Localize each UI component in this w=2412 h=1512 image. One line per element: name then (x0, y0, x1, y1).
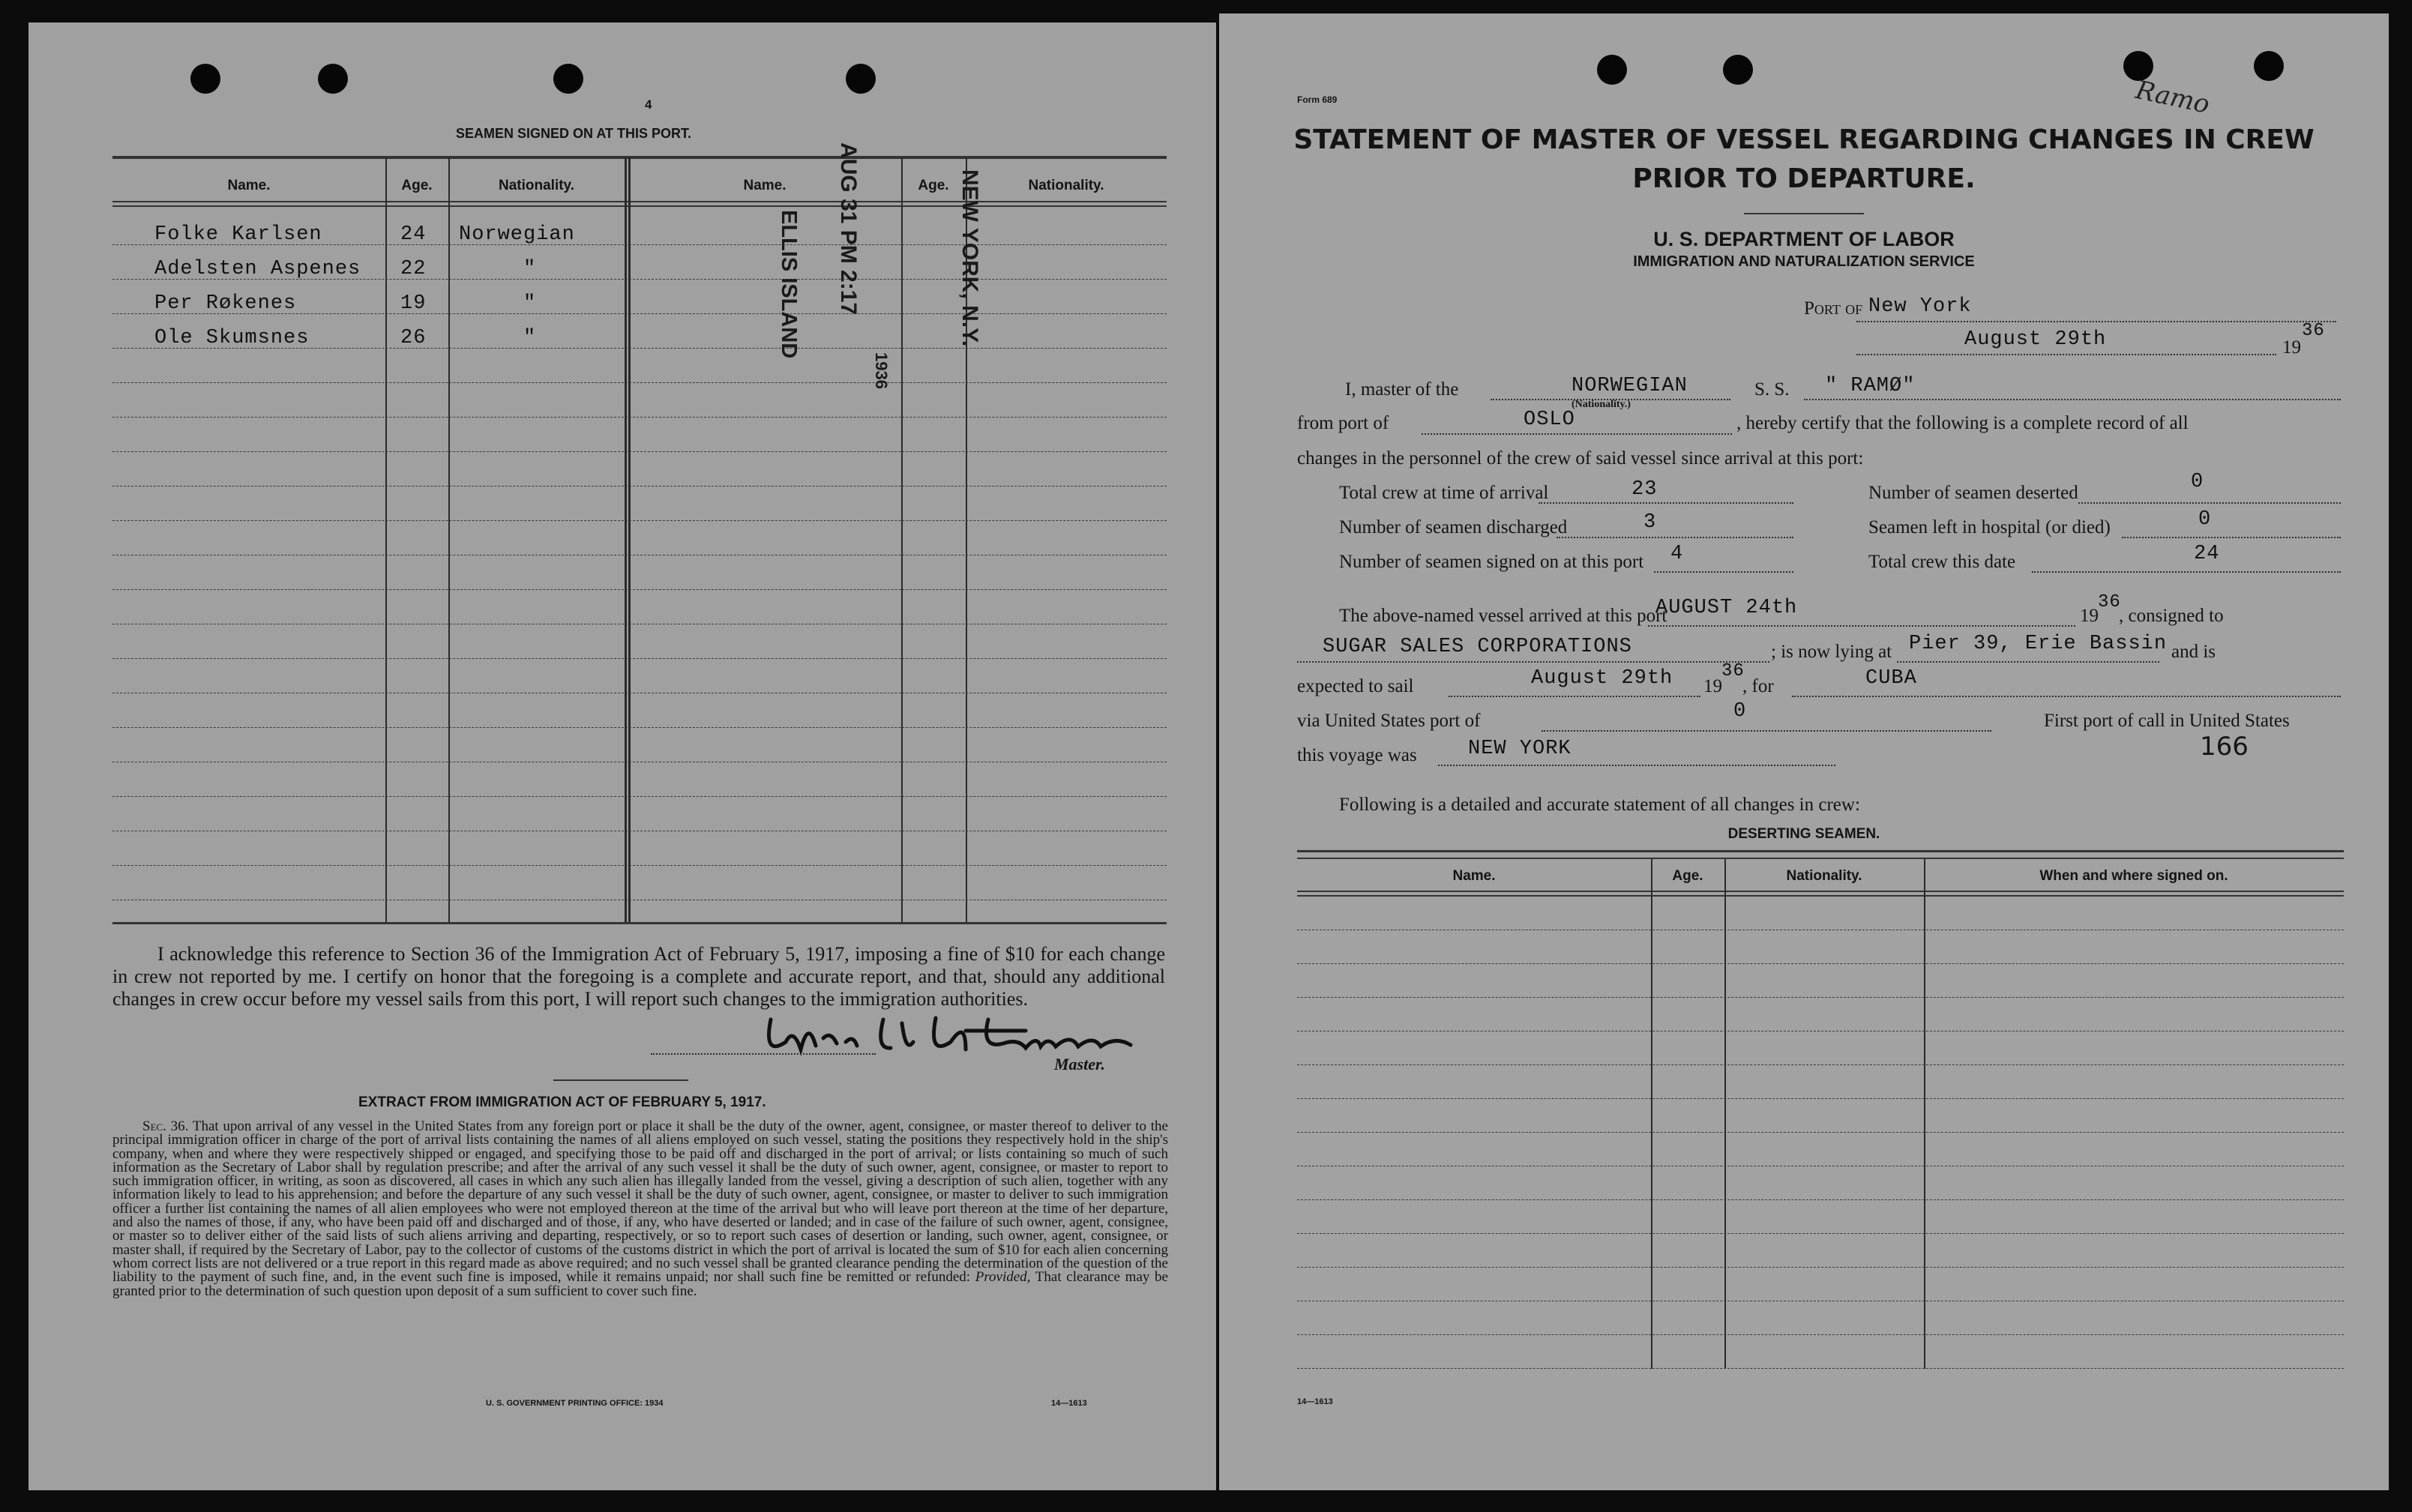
field-line (1542, 730, 1991, 732)
deserted-label: Number of seamen deserted (1868, 483, 2078, 503)
field-line (1856, 354, 2276, 355)
total-arrival-value: 23 (1631, 478, 1658, 501)
field-line (1539, 502, 1793, 504)
col-header-name: Name. (1452, 868, 1496, 884)
proviso-body: That clearance may be granted prior to the determination of such question upon deposit of a sum sufficient to cover such fine. (112, 1269, 1168, 1299)
row-rule (1297, 1368, 2344, 1369)
certify-text-2: changes in the personnel of the crew of said vessel since arrival at this port: (1297, 448, 1864, 469)
header-rule (112, 205, 1167, 207)
field-line (2078, 502, 2341, 504)
row-rule (112, 486, 1167, 487)
following-text: Following is a detailed and accurate statement of all changes in crew: (1339, 795, 1860, 815)
row-rule (112, 865, 1167, 866)
punch-hole (553, 64, 583, 94)
field-line (1654, 571, 1793, 573)
punch-hole (846, 64, 876, 94)
certify-text: , hereby certify that the following is a complete record of all (1736, 413, 2189, 433)
row-rule (112, 417, 1167, 418)
from-port-label: from port of (1297, 413, 1389, 433)
printer-line: U. S. GOVERNMENT PRINTING OFFICE: 1934 (486, 1399, 664, 1408)
consigned-label: , consigned to (2119, 606, 2224, 626)
separator-rule (553, 1079, 688, 1081)
ship-name: " RAMØ" (1825, 375, 1916, 397)
and-is-label: and is (2171, 642, 2216, 662)
right-page (1219, 13, 2389, 1490)
proviso-label: Provided, (975, 1269, 1031, 1286)
crew-nationality: " (523, 292, 537, 315)
header-rule (1297, 891, 2344, 892)
signed-on-label: Number of seamen signed on at this port (1339, 552, 1644, 572)
hospital-label: Seamen left in hospital (or died) (1868, 517, 2111, 537)
col-header-nationality: Nationality. (1786, 868, 1862, 884)
crew-nationality: " (523, 327, 537, 349)
from-port-value: OSLO (1524, 409, 1575, 431)
discharged-value: 3 (1643, 511, 1657, 534)
crew-name: Adelsten Aspenes (154, 258, 361, 280)
page-number: 4 (645, 97, 652, 112)
section-36-text (112, 1120, 1168, 1298)
col-sep (1924, 859, 1925, 1369)
row-rule (112, 520, 1167, 521)
row-rule (112, 727, 1167, 728)
field-line (1856, 321, 2336, 322)
department: U. S. DEPARTMENT OF LABOR (1653, 228, 1955, 250)
field-line (1804, 399, 2341, 400)
arrived-year-prefix: 19 (2080, 606, 2099, 626)
col-header-age: Age. (401, 178, 433, 193)
col-sep (448, 157, 450, 924)
crew-age: 26 (400, 327, 427, 349)
punch-hole (1723, 55, 1753, 85)
signature-line (651, 1053, 876, 1055)
col-header-name: Name. (227, 178, 271, 193)
row-rule (1297, 997, 2344, 998)
signed-on-value: 4 (1670, 543, 1684, 565)
row-rule (1297, 1098, 2344, 1099)
row-rule (1297, 963, 2344, 964)
field-line (2122, 537, 2341, 538)
section-body: That upon arrival of any vessel in the United States from any foreign port or place it shall be the duty of the owner, agent, consignee, or master thereof to deliver to the principal immigration officer in charge of the port of arrival lists containing the names of all aliens employed on such vessel, stating the positions they respectively hold in the ship's company, when and where they were respectively shipped or engaged, and specifying those to be paid off and discharged in the port of arrival; or lists containing so much of such information as the Secretary of Labor shall by regulation prescribe; and after the arrival of any such vessel it shall be the duty of such owner, agent, consignee, or master to report to such immigration officer, in writing, as soon as discovered, all cases in which any such alien has illegally landed from the vessel, giving a description of such alien, together with any information likely to lead to his apprehension; and before the departure of any such vessel it shall be the duty of such owner, agent, consignee, or master to deliver to such immigration officer a further list containing the names of all alien employees who were not employed thereon at the time of the arrival but who will leave port thereon at the time of her departure, and also the names of those, if any, who have been paid off and discharged and of those, if any, who have deserted or landed; and in case of the failure of such owner, agent, consignee, or master so to deliver either of the said lists of such aliens arriving and departing, respectively, or so to report such cases of desertion or landing, such owner, agent, consignee, or master shall, if required by the Secretary of Labor, pay to the collector of customs of the customs district in which the port of arrival is located the sum of $10 for each alien concerning whom correct lists are not delivered or a true report in this regard made as above required; and no such vessel shall be granted clearance pending the determination of the question of the liability to the payment of such fine, and, in the event such fine is imposed, while it remains unpaid; nor shall such fine be remitted or refunded: (112, 1118, 1168, 1286)
row-rule (112, 796, 1167, 797)
field-line (1438, 765, 1835, 766)
pier-value: Pier 39, Erie Bassin (1909, 633, 2168, 655)
stamp-datetime: AUG 31 PM 2:17 (836, 142, 861, 316)
col-header-age: Age. (1672, 868, 1703, 884)
voyage-label: this voyage was (1297, 745, 1417, 765)
first-port-label: First port of call in United States (2044, 711, 2290, 731)
sail-year: 36 (1721, 661, 1745, 681)
sail-year-prefix: 19 (1703, 676, 1722, 696)
row-rule (112, 451, 1167, 452)
field-line (1648, 625, 2075, 627)
year-prefix: 19 (2282, 337, 2301, 358)
left-page (28, 22, 1216, 1490)
table-top-rule (1297, 858, 2344, 859)
crew-age: 24 (400, 223, 427, 246)
row-rule (112, 382, 1167, 383)
destination-value: CUBA (1865, 667, 1917, 690)
punch-hole (318, 64, 348, 94)
col-header-age: Age. (918, 178, 949, 193)
punch-hole (1597, 55, 1627, 85)
crew-nationality: Norwegian (459, 223, 575, 246)
deserted-value: 0 (2191, 471, 2204, 493)
hospital-value: 0 (2198, 508, 2212, 531)
row-rule (1297, 1267, 2344, 1268)
row-rule (112, 589, 1167, 590)
service: IMMIGRATION AND NATURALIZATION SERVICE (1633, 253, 1975, 270)
master-label: I, master of the (1345, 379, 1459, 400)
crew-age: 19 (400, 292, 427, 315)
col-sep (1651, 859, 1652, 1369)
section-label: Sec. 36. (142, 1118, 189, 1134)
date-value: August 29th (1964, 328, 2107, 351)
year-suffix: 36 (2302, 321, 2325, 341)
extract-title: EXTRACT FROM IMMIGRATION ACT OF FEBRUARY 5, 1917. (358, 1094, 766, 1110)
voyage-value: NEW YORK (1468, 738, 1572, 760)
handwritten-number: 166 (2200, 732, 2249, 762)
col-sep (625, 157, 627, 924)
header-rule (112, 201, 1167, 202)
col-sep (385, 157, 387, 924)
signature-text: Wm. H. Hansen (943, 1070, 953, 1071)
field-line (1449, 696, 1700, 697)
row-rule (1297, 1132, 2344, 1133)
stamp-city: NEW YORK, N.Y. (957, 169, 982, 347)
total-arrival-label: Total crew at time of arrival (1339, 483, 1549, 503)
ss-label: S. S. (1754, 379, 1790, 400)
total-date-label: Total crew this date (1868, 552, 2016, 572)
row-rule (1297, 1233, 2344, 1234)
table-bottom-rule (112, 922, 1167, 924)
form-label: Form 689 (1297, 94, 1338, 105)
field-line (1297, 661, 1769, 663)
field-line (1422, 433, 1732, 435)
col-header-signed-on: When and where signed on. (2039, 868, 2228, 884)
col-header-name: Name. (743, 178, 787, 193)
via-value: 0 (1733, 700, 1747, 723)
consignee-value: SUGAR SALES CORPORATIONS (1323, 636, 1632, 658)
port-label: Port of (1804, 298, 1863, 319)
table-title: SEAMEN SIGNED ON AT THIS PORT. (456, 126, 692, 141)
via-label: via United States port of (1297, 711, 1481, 731)
crew-age: 22 (400, 258, 427, 280)
form-title-line2: PRIOR TO DEPARTURE. (1632, 163, 1976, 194)
col-header-nationality: Nationality. (499, 178, 574, 193)
sail-label: expected to sail (1297, 676, 1414, 696)
sail-value: August 29th (1531, 667, 1673, 690)
acknowledgement-text: I acknowledge this reference to Section 36 of the Immigration Act of February 5, 1917, imposing a fine of $10 for each change in crew not reported by me. I certify on honor that the foregoing is a complete and accurate report, and that, should any additional changes in crew occur before my vessel sails from this port, I will report such changes to the immigration authorities. (112, 943, 1165, 1010)
crew-name: Per Røkenes (154, 292, 297, 315)
for-label: , for (1742, 676, 1774, 696)
handwritten-corner-note: Ramo (2132, 75, 2213, 120)
discharged-label: Number of seamen discharged (1339, 517, 1568, 537)
port-value: New York (1868, 295, 1972, 318)
punch-hole (2254, 51, 2284, 81)
deserting-title: DESERTING SEAMEN. (1727, 826, 1880, 842)
title-underline (1744, 213, 1864, 214)
row-rule (1297, 1334, 2344, 1335)
row-rule (1297, 1064, 2344, 1065)
header-rule (1297, 895, 2344, 897)
table-top-rule (1297, 850, 2344, 852)
form-code: 14—1613 (1051, 1399, 1087, 1408)
crew-name: Folke Karlsen (154, 223, 322, 246)
col-sep (628, 157, 631, 924)
nationality-caption: (Nationality.) (1572, 399, 1631, 410)
field-line (1897, 661, 2159, 663)
stamp-year: 1936 (872, 352, 891, 389)
table-top-rule (112, 156, 1167, 159)
crew-nationality: " (523, 258, 537, 280)
row-rule (112, 658, 1167, 659)
form-code: 14—1613 (1297, 1397, 1333, 1406)
total-date-value: 24 (2194, 543, 2220, 565)
field-line (1557, 537, 1793, 538)
col-header-nationality: Nationality. (1028, 178, 1104, 193)
stamp-ellis-island: ELLIS ISLAND (777, 210, 801, 359)
arrived-value: AUGUST 24th (1655, 597, 1798, 619)
col-sep (1724, 859, 1726, 1369)
crew-name: Ole Skumsnes (154, 327, 310, 349)
col-sep (901, 157, 903, 924)
arrived-year: 36 (2098, 592, 2121, 612)
signature-caption: Master. (1054, 1055, 1105, 1073)
lying-label: ; is now lying at (1771, 642, 1892, 662)
form-title: STATEMENT OF MASTER OF VESSEL REGARDING CHANGES IN CREW (1293, 124, 2315, 155)
nationality-value: NORWEGIAN (1572, 375, 1688, 397)
arrived-label: The above-named vessel arrived at this port (1339, 606, 1667, 626)
field-line (2032, 571, 2341, 573)
field-line (1792, 696, 2341, 697)
row-rule (1297, 1199, 2344, 1200)
punch-hole (190, 64, 220, 94)
